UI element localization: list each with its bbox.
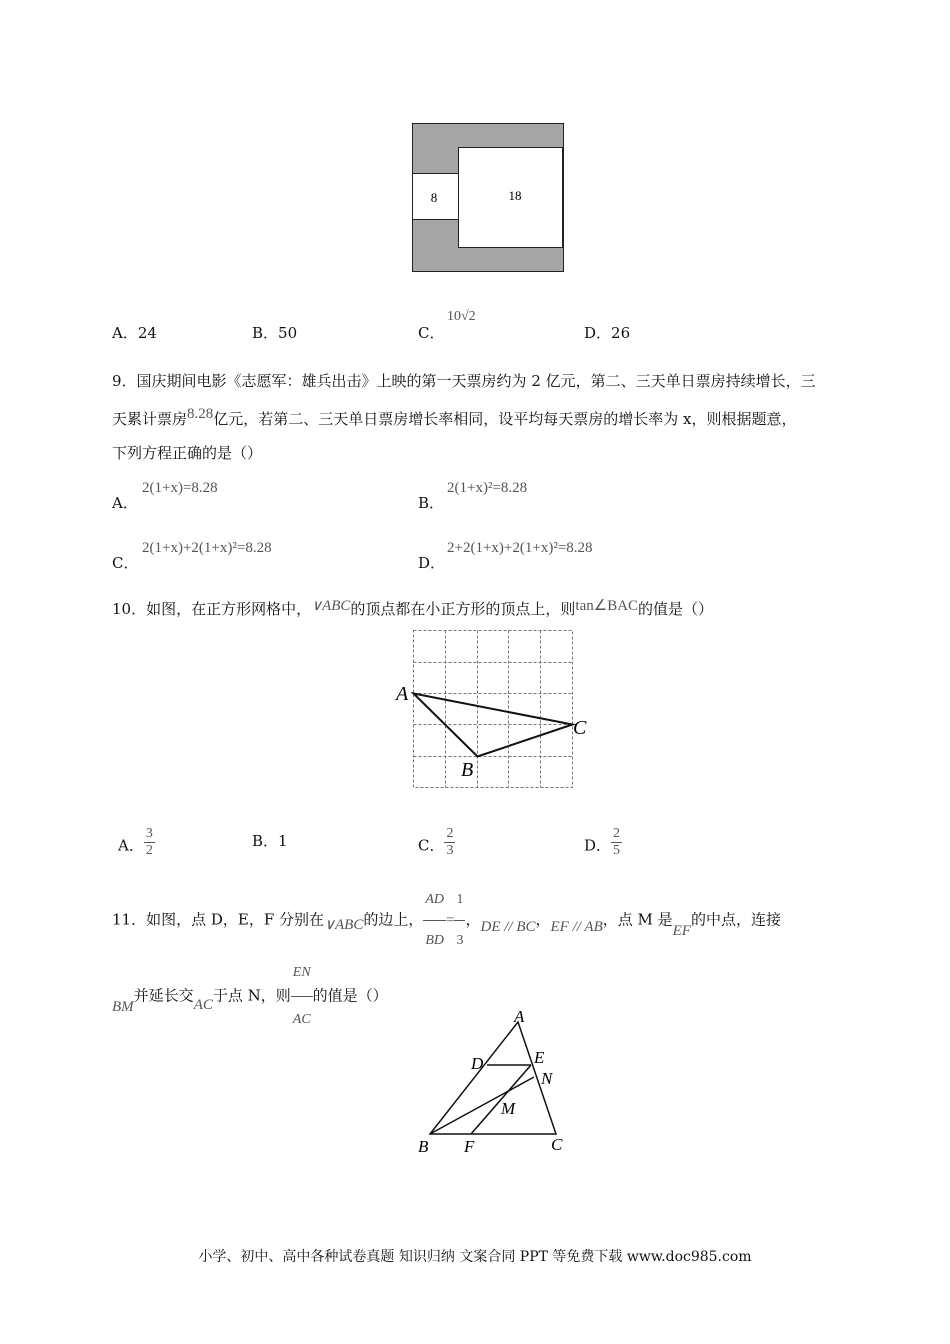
q11-text-c: ，点 M 是 xyxy=(602,910,673,929)
q11-label-c: C xyxy=(551,1135,563,1154)
q11-bm: BM xyxy=(112,998,134,1015)
q10-label-c: C xyxy=(573,717,587,739)
q11-ratio-den: BD xyxy=(423,920,446,961)
q11-ef-ab: EF // AB xyxy=(550,918,603,935)
q11-sep1: ， xyxy=(465,910,481,929)
q8-option-c-math: 10√2 xyxy=(447,309,476,324)
q8-figure xyxy=(410,122,566,274)
q8-option-d[interactable]: D．26 xyxy=(584,324,631,342)
q11-label-e: E xyxy=(534,1048,545,1067)
q10-option-d-frac xyxy=(611,826,622,859)
q9-option-a[interactable] xyxy=(112,492,138,513)
q10-stem xyxy=(112,594,713,625)
q11-figure xyxy=(410,1004,585,1160)
q10-option-a-prefix: A． xyxy=(118,836,144,855)
q11-text-e: 并延长交 xyxy=(133,986,194,1005)
q10-option-c-prefix: C． xyxy=(418,836,445,855)
q9-option-a-math: 2(1+x)=8.28 xyxy=(142,480,218,496)
q10-option-a-num: 3 xyxy=(145,826,153,841)
q10-option-b[interactable]: B．1 xyxy=(252,832,288,850)
q11-text-a: 11．如图，点 D，E，F 分别在 xyxy=(112,910,325,929)
q11-sep2: ， xyxy=(535,910,551,929)
q11-de-bc: DE // BC xyxy=(480,918,536,935)
q11-value-num: 1 xyxy=(456,892,464,907)
q11-label-f: F xyxy=(464,1137,475,1156)
q11-text-b: 的边上， xyxy=(363,910,424,929)
q11-value-den: 3 xyxy=(454,920,465,961)
q10-text-a: 10．如图，在正方形网格中， xyxy=(112,600,312,618)
q9-option-b-math: 2(1+x)²=8.28 xyxy=(447,480,528,496)
q9-option-c-prefix: C． xyxy=(112,554,139,572)
q11-triangle: ∨ABC xyxy=(324,916,364,933)
q10-option-d[interactable] xyxy=(584,826,622,863)
q10-figure xyxy=(390,624,600,794)
q10-tan: tan∠BAC xyxy=(575,598,639,614)
q11-lines xyxy=(430,1022,556,1134)
q8-label-8: 8 xyxy=(430,190,438,205)
q11-label-d: D xyxy=(471,1054,484,1073)
q11-stem-line2 xyxy=(112,950,388,1043)
q10-option-c-num: 2 xyxy=(446,826,454,841)
q10-label-a: A xyxy=(396,683,409,705)
q11-value xyxy=(454,880,465,961)
q10-option-a-frac xyxy=(144,826,155,859)
q10-label-b: B xyxy=(461,759,474,781)
q11-fraction-den: AC xyxy=(291,996,313,1043)
q9-line1: 9．国庆期间电影《志愿军：雄兵出击》上映的第一天票房约为 2 亿元，第二、三天单日票房持续增长，三 xyxy=(112,372,816,390)
q11-text-f: 于点 N，则 xyxy=(212,986,291,1005)
q9-option-a-prefix: A． xyxy=(112,494,138,512)
q11-stem-line1 xyxy=(112,880,781,961)
q9-line2-b: 亿元，若第二、三天单日票房增长率相同，设平均每天票房的增长率为 x，则根据题意， xyxy=(213,410,797,428)
q10-option-d-num: 2 xyxy=(613,826,621,841)
q11-text-d: 的中点，连接 xyxy=(690,910,781,929)
q9-option-c[interactable] xyxy=(112,552,138,573)
q11-eq: = xyxy=(446,912,455,929)
q11-fraction-num: EN xyxy=(292,965,311,980)
q11-ratio xyxy=(423,880,446,961)
page-footer: 小学、初中、高中各种试卷真题 知识归纳 文案合同 PPT 等免费下载 www.doc985.com xyxy=(198,1249,752,1265)
q11-fraction xyxy=(291,950,313,1043)
q9-option-b[interactable] xyxy=(418,492,444,513)
q9-line3: 下列方程正确的是（） xyxy=(112,444,263,462)
q11-label-m: M xyxy=(501,1099,516,1118)
q8-label-18: 18 xyxy=(508,188,522,203)
q10-triangle: ∨ABC xyxy=(311,598,351,614)
q11-ef: EF xyxy=(672,922,691,939)
q10-text-c: 的值是（） xyxy=(638,600,714,618)
q9-option-d-prefix: D． xyxy=(418,554,446,572)
q10-option-a-den: 2 xyxy=(145,843,153,858)
q10-text-b: 的顶点都在小正方形的顶点上，则 xyxy=(350,600,576,618)
q8-option-b[interactable]: B．50 xyxy=(252,324,298,342)
q9-line2-a: 天累计票房 xyxy=(112,410,188,428)
q10-option-d-prefix: D． xyxy=(584,836,612,855)
q10-option-c[interactable] xyxy=(418,826,455,863)
q9-option-c-math: 2(1+x)+2(1+x)²=8.28 xyxy=(142,540,272,556)
q10-option-c-den: 3 xyxy=(446,843,454,858)
q11-ratio-num: AD xyxy=(425,892,445,907)
q11-label-a: A xyxy=(514,1007,525,1026)
q11-text-g: 的值是（） xyxy=(312,986,388,1005)
q8-option-c[interactable] xyxy=(418,322,444,343)
q11-ac: AC xyxy=(193,996,213,1013)
q10-option-a[interactable] xyxy=(118,826,155,863)
q8-option-a[interactable]: A．24 xyxy=(112,324,157,342)
q11-label-n: N xyxy=(541,1069,553,1088)
q9-line2 xyxy=(112,404,797,435)
q8-option-c-prefix: C． xyxy=(418,324,445,342)
q10-option-d-den: 5 xyxy=(613,843,621,858)
q9-option-b-prefix: B． xyxy=(418,494,445,512)
q10-option-c-frac xyxy=(444,826,455,859)
q9-line2-num: 8.28 xyxy=(187,406,214,422)
q9-option-d[interactable] xyxy=(418,552,445,573)
q11-label-b: B xyxy=(418,1137,429,1156)
q9-option-d-math: 2+2(1+x)+2(1+x)²=8.28 xyxy=(447,540,593,556)
